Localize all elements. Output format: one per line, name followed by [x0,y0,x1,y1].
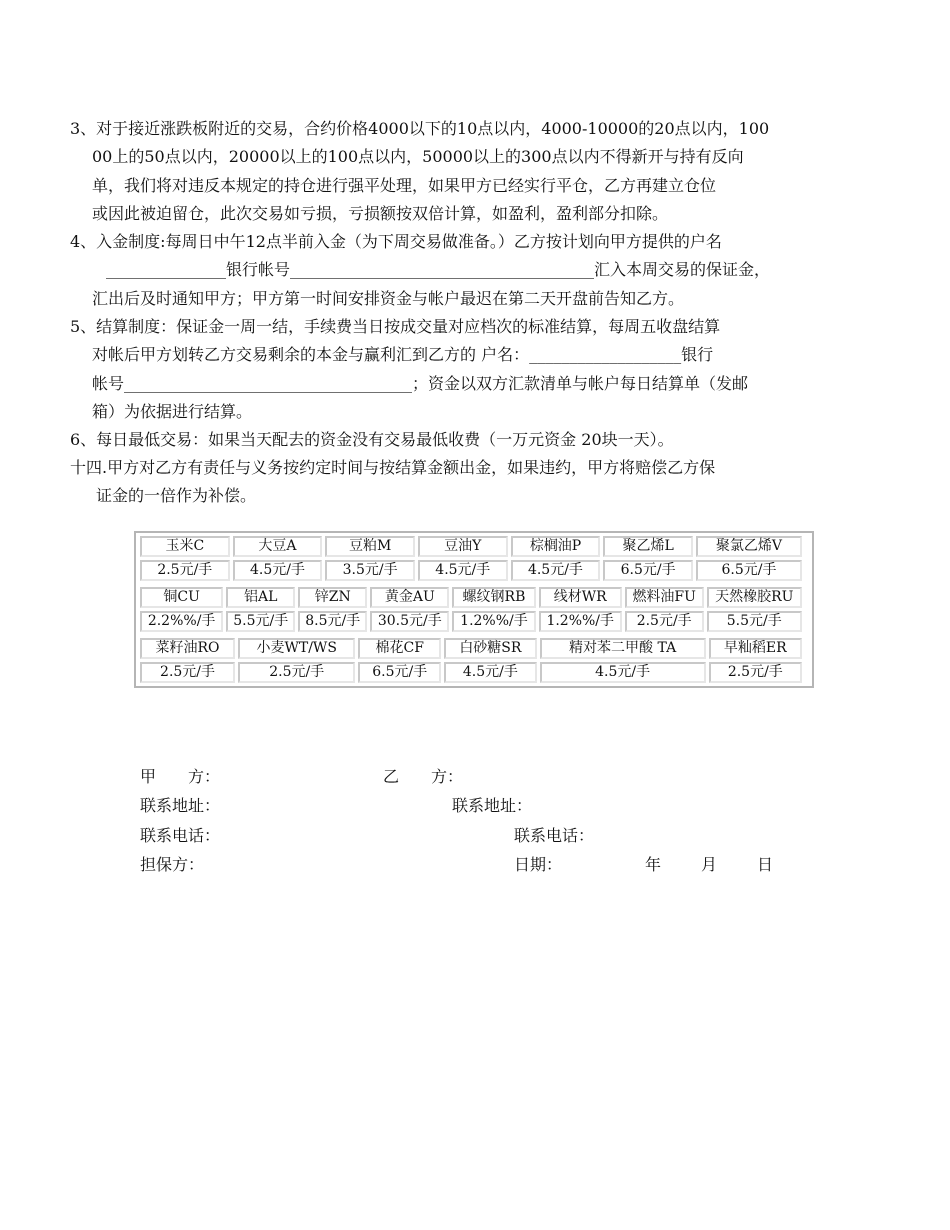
commodity-name-3: 豆粕M [325,536,415,557]
clause-14-line-1: 十四.甲方对乙方有责任与义务按约定时间与按结算金额出金，如果违约，甲方将赔偿乙方保 [70,458,716,477]
party-a-phone-label: 联系电话： [140,826,221,845]
clause-4-line-1: 4、入金制度:每周日中午12点半前入金（为下周交易做准备。）乙方按计划向甲方提供的户名 [70,232,722,251]
commodity-name-4: 黄金AU [370,587,449,608]
clause-4 [70,228,815,313]
commodity-fee-5: 1.2%%/手 [452,611,535,632]
clause-5-line-3-end: ；资金以双方汇款清单与帐户每日结算单（发邮 [412,373,749,393]
commodity-name-4: 白砂糖SR [444,638,536,659]
commodity-fee-6: 6.5元/手 [603,560,693,581]
commodity-name-7: 燃料油FU [625,587,704,608]
commodity-fee-2: 2.5元/手 [238,662,355,683]
commodity-name-4: 豆油Y [418,536,508,557]
fee-table [134,531,814,688]
clause-3-line-4: 或因此被迫留仓，此次交易如亏损，亏损额按双倍计算，如盈利，盈利部分扣除。 [92,203,669,223]
commodity-name-5: 精对苯二甲酸 TA [540,638,706,659]
commodity-fee-7: 6.5元/手 [696,560,802,581]
commodity-name-5: 棕榈油P [511,536,601,557]
commodity-name-1: 玉米C [140,536,230,557]
clause-5-line-2-end: 银行 [681,345,714,365]
commodity-fee-3: 6.5元/手 [358,662,441,683]
clause-3 [70,115,815,228]
clause-4-line-2 [70,256,815,284]
commodity-name-8: 天然橡胶RU [707,587,802,608]
party-a-address-label: 联系地址： [140,796,221,815]
payee-name-blank[interactable]: ___________________ [529,345,682,365]
payee-account-blank[interactable]: ____________________________________ [124,373,413,393]
party-a-label: 甲 方： [140,767,221,786]
fee-table-row-2 [137,584,805,635]
clause-3-line-1: 3、对于接近涨跌板附近的交易，合约价格4000以下的10点以内，4000-10000的20点以内，100 [70,119,770,138]
commodity-fee-5: 4.5元/手 [511,560,601,581]
commodity-name-3: 棉花CF [358,638,441,659]
fee-table-row-3 [137,635,805,686]
commodity-fee-3: 8.5元/手 [298,611,367,632]
commodity-fee-4: 30.5元/手 [370,611,449,632]
commodity-fee-7: 2.5元/手 [625,611,704,632]
date-year: 年 [645,855,662,874]
clause-5 [70,313,815,426]
bank-account-blank[interactable]: ______________________________________ [290,260,595,280]
party-b-phone-label: 联系电话： [514,826,595,845]
commodity-fee-4: 4.5元/手 [444,662,536,683]
party-b-label: 乙 方： [383,767,464,786]
clause-4-line-2-end: 汇入本周交易的保证金， [594,260,771,280]
date-label: 日期： [514,855,563,874]
commodity-name-5: 螺纹钢RB [452,587,535,608]
date-day: 日 [757,855,774,874]
guarantor-label: 担保方： [140,855,205,874]
clause-5-line-3-start: 帐号 [92,373,125,393]
commodity-fee-3: 3.5元/手 [325,560,415,581]
commodity-fee-6: 2.5元/手 [709,662,802,683]
clause-5-line-4: 箱）为依据进行结算。 [92,401,253,421]
commodity-fee-1: 2.5元/手 [140,560,230,581]
commodity-fee-6: 1.2%%/手 [539,611,622,632]
clause-5-line-2 [70,341,815,369]
commodity-fee-1: 2.5元/手 [140,662,235,683]
commodity-name-6: 聚乙烯L [603,536,693,557]
party-b-address-label: 联系地址： [452,796,533,815]
clause-3-line-2: 00上的50点以内，20000以上的100点以内，50000以上的300点以内不得新开与持有反向 [92,147,744,167]
commodity-fee-8: 5.5元/手 [707,611,802,632]
commodity-fee-2: 5.5元/手 [226,611,295,632]
clause-4-line-3: 汇出后及时通知甲方；甲方第一时间安排资金与帐户最迟在第二天开盘前告知乙方。 [92,288,685,308]
commodity-name-1: 菜籽油RO [140,638,235,659]
commodity-fee-4: 4.5元/手 [418,560,508,581]
date-month: 月 [701,855,718,874]
clause-14-line-2: 证金的一倍作为补偿。 [96,486,257,506]
clause-5-line-1: 5、结算制度：保证金一周一结，手续费当日按成交量对应档次的标准结算，每周五收盘结算 [70,317,721,336]
commodity-name-2: 大豆A [233,536,323,557]
account-name-blank[interactable]: _______________ [106,260,226,280]
commodity-name-2: 铝AL [226,587,295,608]
commodity-name-6: 早籼稻ER [709,638,802,659]
commodity-name-3: 锌ZN [298,587,367,608]
clause-6 [70,426,815,454]
clause-5-line-2-start: 对帐后甲方划转乙方交易剩余的本金与赢利汇到乙方的 户名： [92,345,530,365]
fee-table-row-1 [137,533,805,584]
clause-3-line-3: 单，我们将对违反本规定的持仓进行强平处理，如果甲方已经实行平仓，乙方再建立仓位 [92,175,717,195]
commodity-fee-5: 4.5元/手 [540,662,706,683]
commodity-fee-1: 2.2%%/手 [140,611,223,632]
clause-14 [70,454,815,511]
commodity-name-7: 聚氯乙烯V [696,536,802,557]
commodity-name-6: 线材WR [539,587,622,608]
clause-5-line-3 [70,370,815,398]
commodity-name-2: 小麦WT/WS [238,638,355,659]
commodity-name-1: 铜CU [140,587,223,608]
bank-account-label: 银行帐号 [226,260,291,280]
commodity-fee-2: 4.5元/手 [233,560,323,581]
clause-6-line-1: 6、每日最低交易：如果当天配去的资金没有交易最低收费（一万元资金 20块一天）。 [70,430,674,449]
